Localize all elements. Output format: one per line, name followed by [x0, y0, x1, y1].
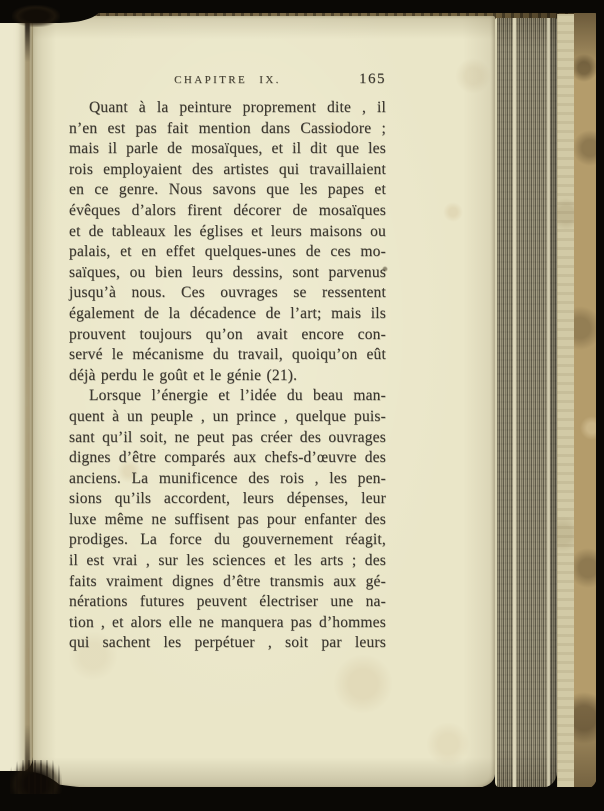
text-line: sions qu’ils accordent, leurs dépenses, leur: [69, 490, 386, 508]
gutter-shadow: [25, 16, 30, 786]
text-line: également de la décadence de l’art; mais ils: [69, 304, 386, 322]
binding-shadow-bottom: [10, 760, 62, 794]
fore-edge-pages: [495, 18, 557, 788]
page-body: [69, 98, 386, 654]
text-line: tion , et alors elle ne manquera pas d’hommes: [69, 613, 386, 631]
text-line: prouvent toujours qu’on avait encore con-: [69, 325, 386, 343]
text-line: qui sachent les perpétuer , soit par leurs: [69, 634, 386, 652]
scan-frame-bottom: [0, 787, 604, 808]
fore-edge-outer-block: [557, 14, 575, 790]
page-header: [69, 71, 386, 94]
text-line: quent à un peuple , un prince , quelque puis-: [69, 407, 386, 425]
text-line: évêques d’alors firent décorer de mosaïques: [69, 201, 386, 219]
text-line: luxe même ne suffisent pas pour enfanter des: [69, 510, 386, 528]
text-line: Quant à la peinture proprement dite , il: [89, 99, 386, 116]
text-line: faits vraiment dignes d’être transmis aux gé-: [69, 572, 386, 590]
scan-frame-right: [596, 0, 604, 808]
text-line: servé le mécanisme du travail, quoiqu’on eût: [69, 346, 386, 364]
text-line: saïques, ou bien leurs dessins, sont parvenus: [69, 263, 386, 281]
text-line: rois employaient des artistes qui travaillaient: [69, 160, 386, 178]
cover-edge: [574, 8, 597, 790]
text-line: nérations futures peuvent électriser une na-: [69, 593, 386, 611]
text-line: palais, et en effet quelques-unes de ces mo-: [69, 243, 386, 261]
text-line: n’en est pas fait mention dans Cassiodore ;: [69, 119, 386, 137]
text-line: jusqu’à nous. Ces ouvrages se ressentent: [69, 284, 386, 302]
text-line: en ce genre. Nous savons que les papes et: [69, 181, 386, 199]
text-line: et de tableaux les églises et leurs maisons ou: [69, 222, 386, 240]
text-line: mais il parle de mosaïques, et il dit que les: [69, 140, 386, 158]
text-line: il est vrai , sur les sciences et les arts ; des: [69, 552, 386, 570]
book-page: [33, 16, 495, 788]
text-line: dignes d’être comparés aux chefs-d’œuvre des: [69, 449, 386, 467]
page-number: 165: [359, 71, 386, 87]
binding-shadow-top: [12, 5, 60, 27]
text-line: sant qu’il soit, ne peut pas créer des ouvrages: [69, 428, 386, 446]
text-line: Lorsque l’énergie et l’idée du beau man-: [89, 387, 386, 405]
text-line: déjà perdu le goût et le génie (21).: [69, 366, 298, 384]
chapter-heading: CHAPITRE IX.: [174, 74, 281, 86]
text-line: anciens. La munificence des rois , les pen-: [69, 469, 386, 487]
text-line: prodiges. La force du gouvernement réagit,: [69, 531, 386, 549]
